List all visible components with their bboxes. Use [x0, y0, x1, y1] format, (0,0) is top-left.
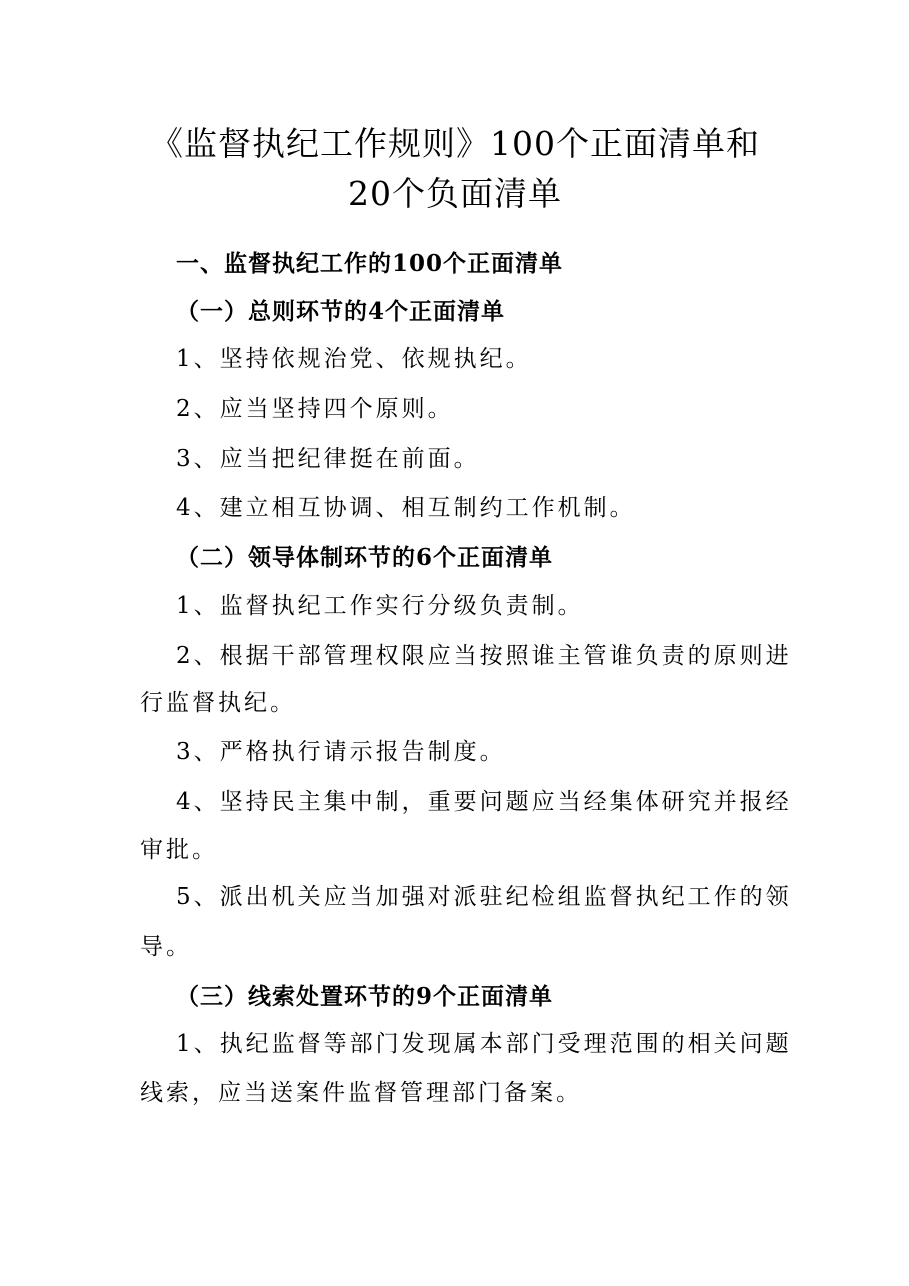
list-item-continuation: 审批。	[140, 837, 218, 863]
list-item: 3、严格执行请示报告制度。	[176, 739, 506, 765]
list-item: 5、派出机关应当加强对派驻纪检组监督执纪工作的领	[176, 884, 792, 910]
list-item-continuation: 行监督执纪。	[140, 690, 296, 716]
list-item: 2、应当坚持四个原则。	[176, 396, 454, 422]
list-item-continuation: 导。	[140, 934, 192, 960]
list-item: 1、坚持依规治党、依规执纪。	[176, 346, 532, 372]
list-item: 3、应当把纪律挺在前面。	[176, 446, 480, 472]
document-title-line-2: 20个负面清单	[348, 174, 562, 213]
subsection-heading-1: （一）总则环节的4个正面清单	[176, 298, 506, 325]
subsection-heading-3: （三）线索处置环节的9个正面清单	[176, 983, 554, 1010]
list-item: 1、执纪监督等部门发现属本部门受理范围的相关问题	[176, 1031, 792, 1057]
section-heading: 一、监督执纪工作的100个正面清单	[176, 250, 564, 277]
list-item: 4、建立相互协调、相互制约工作机制。	[176, 495, 636, 521]
list-item: 4、坚持民主集中制，重要问题应当经集体研究并报经	[176, 789, 792, 815]
list-item: 2、根据干部管理权限应当按照谁主管谁负责的原则进	[176, 643, 792, 669]
document-title-line-1: 《监督执纪工作规则》100个正面清单和	[150, 124, 760, 163]
subsection-heading-2: （二）领导体制环节的6个正面清单	[176, 544, 554, 571]
list-item: 1、监督执纪工作实行分级负责制。	[176, 593, 584, 619]
list-item-continuation: 线索，应当送案件监督管理部门备案。	[140, 1080, 582, 1106]
